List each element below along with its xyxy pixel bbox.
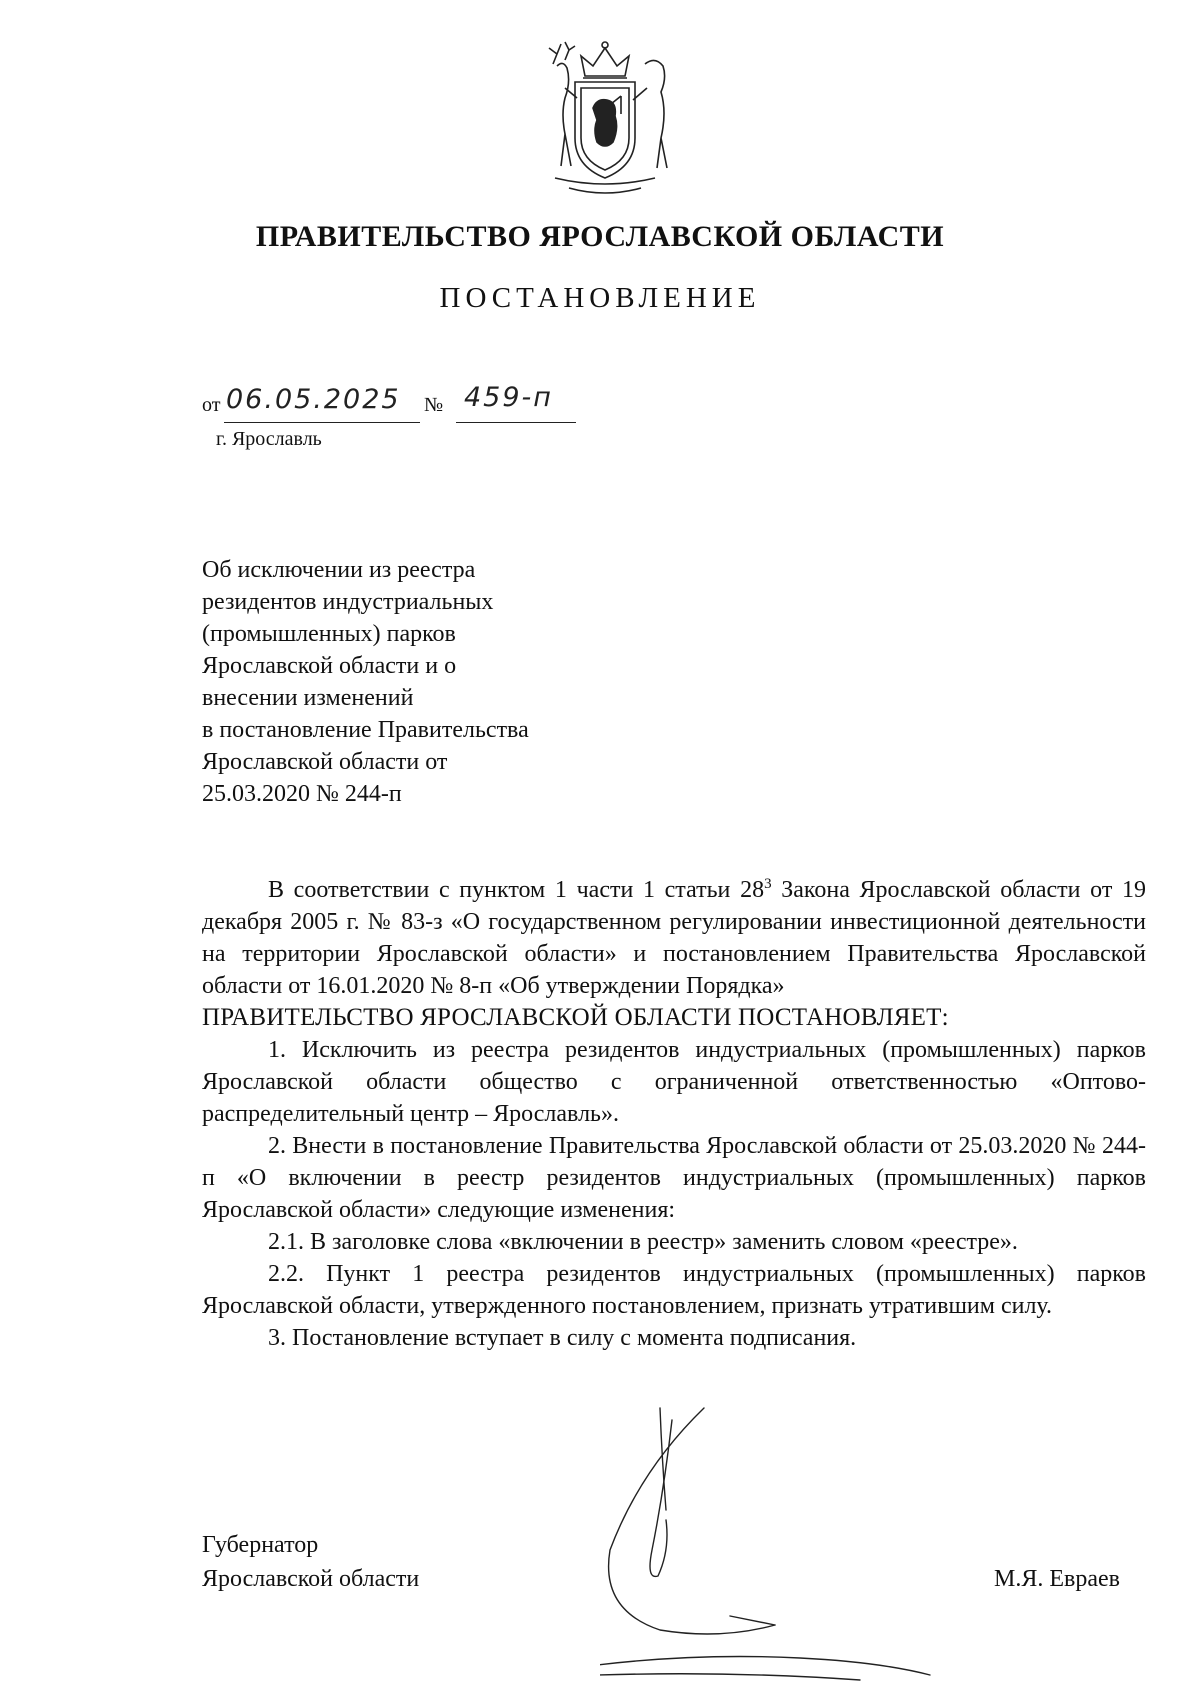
organization-title: ПРАВИТЕЛЬСТВО ЯРОСЛАВСКОЙ ОБЛАСТИ — [255, 220, 945, 253]
subject-line: в постановление Правительства — [202, 717, 529, 743]
clause-3: 3. Постановление вступает в силу с момента подписания. — [268, 1325, 857, 1351]
resolves-line: ПРАВИТЕЛЬСТВО ЯРОСЛАВСКОЙ ОБЛАСТИ ПОСТАНОВЛЯЕТ: — [202, 1004, 949, 1031]
coat-of-arms-icon — [535, 38, 675, 203]
clause-2: 2. Внести в постановление Правительства Ярославской области от 25.03.2020 № 244-п «О включении в реестр резидентов индустриальных (промышленных) парков Ярославской области» следующие изменения: — [202, 1133, 1146, 1223]
subject-line: Об исключении из реестра — [202, 557, 476, 583]
number-prefix: № — [424, 394, 444, 416]
preamble-text-2: Закона Ярославской области от 19 декабря 2005 г. № 83-з «О государственном регулировании инвестиционной деятельности на территории Ярославской области» и постановлением Правительства Ярославской области от 16.01.2020 № 8-п «Об утверждении Порядка» — [202, 877, 1146, 999]
signatory-position — [202, 1528, 419, 1596]
subject-line: 25.03.2020 № 244-п — [202, 781, 402, 807]
signatory-position-line: Ярославской области — [202, 1566, 420, 1592]
subject-line: Ярославской области и о — [202, 653, 457, 679]
document-type: ПОСТАНОВЛЕНИЕ — [439, 282, 761, 314]
signatory-position-line: Губернатор — [202, 1532, 319, 1558]
handwritten-signature-icon — [600, 1400, 1000, 1690]
document-subject — [202, 554, 622, 810]
subject-line: внесении изменений — [202, 685, 414, 711]
document-date: 06.05.2025 — [226, 384, 401, 415]
clause-1: 1. Исключить из реестра резидентов индустриальных (промышленных) парков Ярославской области общество с ограниченной ответственностью «Оптово-распределительный центр – Ярославль». — [202, 1037, 1146, 1127]
subject-line: резидентов индустриальных — [202, 589, 494, 615]
clause-2-1: 2.1. В заголовке слова «включении в реестр» заменить словом «реестре». — [268, 1229, 1018, 1255]
preamble-superscript: 3 — [764, 876, 772, 892]
clause-2-2: 2.2. Пункт 1 реестра резидентов индустриальных (промышленных) парков Ярославской области, утвержденного постановлением, признать утратившим силу. — [202, 1261, 1146, 1319]
city: г. Ярославль — [216, 428, 322, 450]
signatory-name: М.Я. Евраев — [994, 1566, 1120, 1592]
date-prefix: от — [202, 394, 221, 416]
preamble-paragraph — [202, 874, 1146, 1002]
preamble-text-1: В соответствии с пунктом 1 части 1 статьи 28 — [268, 877, 765, 903]
subject-line: Ярославской области от — [202, 749, 448, 775]
document-number: 459-п — [464, 382, 553, 413]
registration-line — [202, 382, 602, 428]
document-body — [202, 874, 1146, 1354]
subject-line: (промышленных) парков — [202, 621, 456, 647]
